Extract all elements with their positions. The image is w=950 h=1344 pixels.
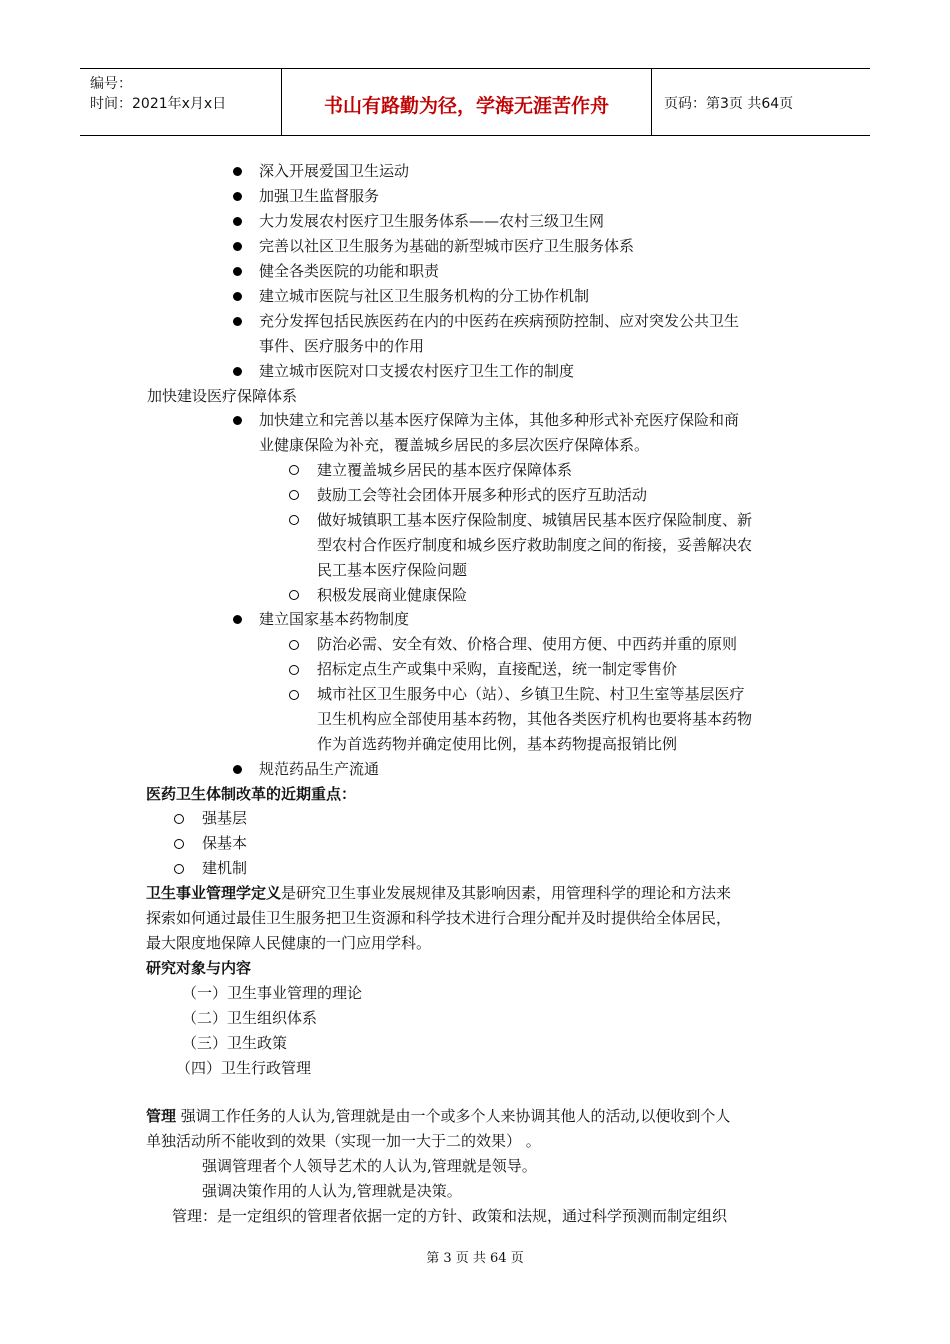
sub-list-item-continued: 卫生机构应全部使用基本药物，其他各类医疗机构也要将基本药物 — [317, 710, 753, 728]
list-item: 深入开展爱国卫生运动 — [259, 162, 410, 180]
list-item: 建立国家基本药物制度 — [259, 610, 410, 628]
definition-term: 卫生事业管理学定义 — [146, 884, 282, 902]
definition-line: 探索如何通过最佳卫生服务把卫生资源和科学技术进行合理分配并及时提供给全体居民， — [146, 909, 732, 927]
research-item: （四）卫生行政管理 — [176, 1059, 312, 1077]
page-footer: 第 3 页 共 64 页 — [426, 1251, 524, 1266]
doc-date-label: 时间：2021年x月x日 — [90, 96, 227, 112]
bullet-dot-icon — [233, 292, 242, 301]
bullet-dot-icon — [233, 167, 242, 176]
bullet-circle-icon — [289, 665, 299, 675]
bullet-circle-icon — [174, 839, 184, 849]
management-term: 管理 — [146, 1107, 177, 1125]
management-line — [146, 1106, 730, 1126]
bullet-circle-icon — [289, 490, 299, 500]
research-item: （一）卫生事业管理的理论 — [182, 984, 363, 1002]
definition-text: 是研究卫生事业发展规律及其影响因素，用管理科学的理论和方法来 — [281, 884, 732, 902]
definition-line — [146, 883, 731, 903]
focus-item: 保基本 — [202, 834, 248, 852]
sub-list-item: 防治必需、安全有效、价格合理、使用方便、中西药并重的原则 — [317, 635, 738, 653]
header-page-label: 页码：第3页 共64页 — [664, 96, 794, 112]
sub-list-item: 城市社区卫生服务中心（站）、乡镇卫生院、村卫生室等基层医疗 — [317, 685, 745, 703]
sub-list-item: 积极发展商业健康保险 — [317, 586, 468, 604]
list-item: 加快建立和完善以基本医疗保障为主体，其他多种形式补充医疗保险和商 — [259, 411, 740, 429]
focus-item: 建机制 — [202, 859, 248, 877]
page-header — [80, 68, 870, 136]
list-item: 完善以社区卫生服务为基础的新型城市医疗卫生服务体系 — [259, 237, 635, 255]
list-item: 规范药品生产流通 — [259, 760, 380, 778]
research-item: （二）卫生组织体系 — [182, 1009, 318, 1027]
bullet-dot-icon — [233, 765, 242, 774]
list-item: 充分发挥包括民族医药在内的中医药在疾病预防控制、应对突发公共卫生 — [259, 312, 740, 330]
sub-list-item: 招标定点生产或集中采购，直接配送，统一制定零售价 — [317, 660, 678, 678]
list-item-continued: 事件、医疗服务中的作用 — [259, 337, 425, 355]
sub-list-item: 鼓励工会等社会团体开展多种形式的医疗互助活动 — [317, 486, 648, 504]
bullet-circle-icon — [289, 465, 299, 475]
management-text: 强调工作任务的人认为,管理就是由一个或多个人来协调其他人的活动,以便收到个人 — [176, 1107, 731, 1125]
section-heading: 加快建设医疗保障体系 — [147, 387, 298, 405]
bullet-dot-icon — [233, 267, 242, 276]
sub-list-item: 建立覆盖城乡居民的基本医疗保障体系 — [317, 461, 573, 479]
sub-list-item-continued: 作为首选药物并确定使用比例，基本药物提高报销比例 — [317, 735, 678, 753]
sub-list-item-continued: 民工基本医疗保险问题 — [317, 561, 468, 579]
list-item-continued: 业健康保险为补充，覆盖城乡居民的多层次医疗保障体系。 — [259, 436, 650, 454]
bullet-circle-icon — [174, 864, 184, 874]
bullet-dot-icon — [233, 217, 242, 226]
management-line: 强调管理者个人领导艺术的人认为,管理就是领导。 — [202, 1157, 537, 1175]
management-line: 管理：是一定组织的管理者依据一定的方针、政策和法规，通过科学预测而制定组织 — [172, 1207, 728, 1225]
bullet-circle-icon — [289, 690, 299, 700]
list-item: 建立城市医院对口支援农村医疗卫生工作的制度 — [259, 362, 575, 380]
list-item: 建立城市医院与社区卫生服务机构的分工协作机制 — [259, 287, 590, 305]
definition-line: 最大限度地保障人民健康的一门应用学科。 — [146, 934, 432, 952]
bullet-dot-icon — [233, 317, 242, 326]
sub-list-item-continued: 型农村合作医疗制度和城乡医疗救助制度之间的衔接，妥善解决农 — [317, 536, 753, 554]
header-meta — [80, 69, 282, 135]
list-item: 加强卫生监督服务 — [259, 187, 380, 205]
bullet-dot-icon — [233, 367, 242, 376]
doc-number-label: 编号： — [90, 76, 132, 92]
header-motto: 书山有路勤为径，学海无涯苦作舟 — [323, 95, 609, 117]
bullet-dot-icon — [233, 416, 242, 425]
research-heading: 研究对象与内容 — [146, 959, 252, 977]
sub-list-item: 做好城镇职工基本医疗保险制度、城镇居民基本医疗保险制度、新 — [317, 511, 753, 529]
bullet-circle-icon — [289, 590, 299, 600]
management-line: 强调决策作用的人认为,管理就是决策。 — [202, 1182, 462, 1200]
list-item: 大力发展农村医疗卫生服务体系——农村三级卫生网 — [259, 212, 605, 230]
bullet-dot-icon — [233, 192, 242, 201]
bullet-circle-icon — [174, 814, 184, 824]
focus-heading: 医药卫生体制改革的近期重点： — [146, 785, 357, 803]
management-line: 单独活动所不能收到的效果（实现一加一大于二的效果） 。 — [146, 1132, 541, 1150]
header-motto-cell — [282, 69, 652, 135]
list-item: 健全各类医院的功能和职责 — [259, 262, 440, 280]
research-item: （三）卫生政策 — [182, 1034, 288, 1052]
header-page-cell — [652, 69, 870, 135]
focus-item: 强基层 — [202, 809, 248, 827]
bullet-dot-icon — [233, 615, 242, 624]
bullet-circle-icon — [289, 640, 299, 650]
bullet-dot-icon — [233, 242, 242, 251]
bullet-circle-icon — [289, 515, 299, 525]
